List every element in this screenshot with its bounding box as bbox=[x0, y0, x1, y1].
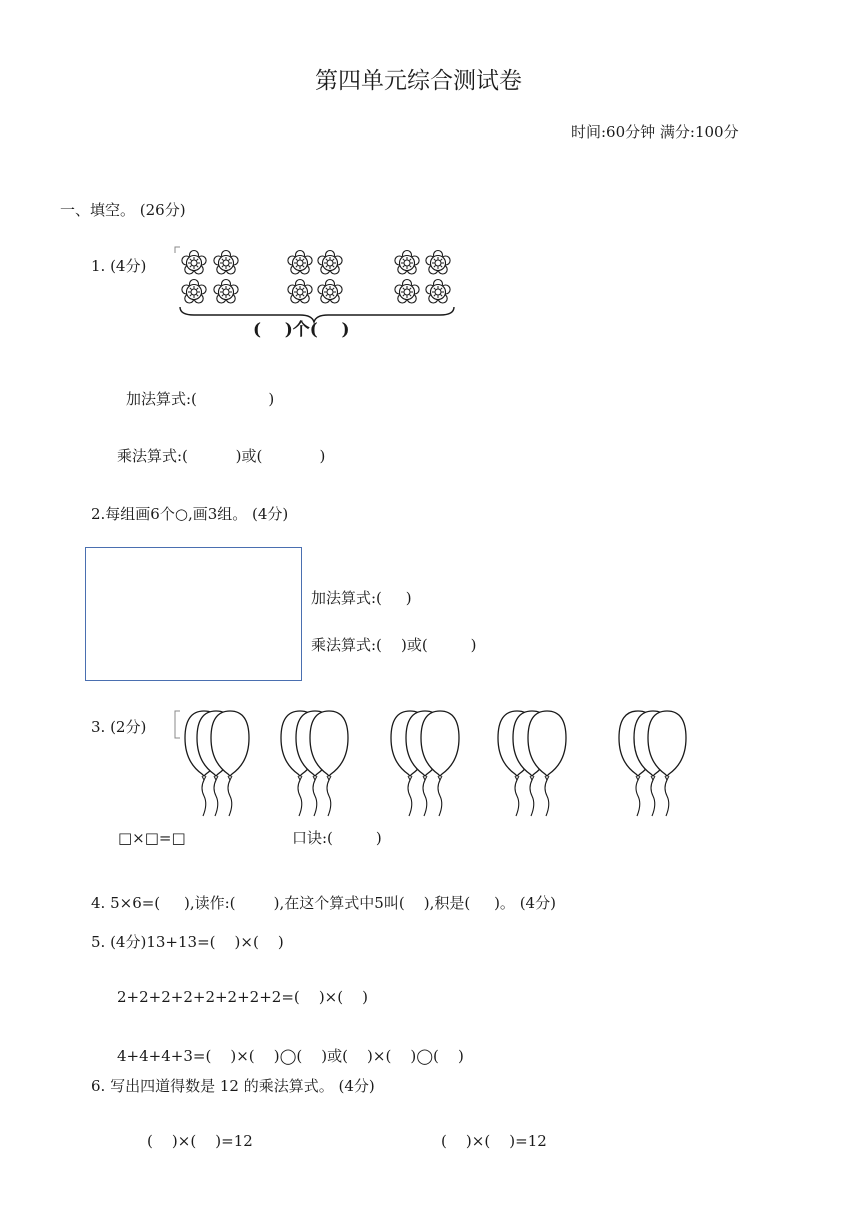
flower-icon bbox=[182, 251, 206, 275]
question-5-line-3[interactable]: 4+4+4+3=( )×( )◯( )或( )×( )◯( ) bbox=[117, 1047, 464, 1065]
balloon-group-2 bbox=[281, 711, 348, 816]
q3-rhyme-blank[interactable]: 口诀:( ) bbox=[292, 829, 382, 847]
drawing-box[interactable] bbox=[85, 547, 302, 681]
flower-group-3 bbox=[395, 251, 450, 304]
balloon-group-3 bbox=[391, 711, 459, 816]
flower-icon bbox=[426, 251, 450, 275]
flower-icon bbox=[214, 280, 238, 304]
balloon-group-5 bbox=[619, 711, 686, 816]
q3-formula-blank[interactable]: □×□=□ bbox=[118, 829, 186, 847]
flower-icon bbox=[182, 280, 206, 304]
balloon-group-4 bbox=[498, 711, 566, 816]
question-5-line-2[interactable]: 2+2+2+2+2+2+2+2=( )×( ) bbox=[117, 988, 369, 1006]
page-title: 第四单元综合测试卷 bbox=[315, 68, 522, 94]
q6-blank-right[interactable]: ( )×( )=12 bbox=[441, 1132, 547, 1150]
time-and-score-info: 时间:60分钟 满分:100分 bbox=[571, 123, 739, 141]
question-4[interactable]: 4. 5×6=( ),读作:( ),在这个算式中5叫( ),积是( )。 (4分) bbox=[91, 894, 556, 912]
balloon-group-1 bbox=[185, 711, 249, 816]
question-6-prompt: 6. 写出四道得数是 12 的乘法算式。 (4分) bbox=[91, 1077, 375, 1095]
flower-icon bbox=[288, 280, 312, 304]
balloon-groups-figure bbox=[172, 708, 712, 793]
flower-figure-caption: ( )个( ) bbox=[253, 320, 350, 340]
flower-icon bbox=[426, 280, 450, 304]
flower-group-1 bbox=[182, 251, 238, 304]
flower-icon bbox=[395, 280, 419, 304]
flower-icon bbox=[318, 251, 342, 275]
flower-icon bbox=[395, 251, 419, 275]
q1-addition-blank[interactable]: 加法算式:( ) bbox=[126, 390, 275, 408]
question-1-label: 1. (4分) bbox=[91, 257, 147, 275]
flower-icon bbox=[288, 251, 312, 275]
q1-multiplication-blank[interactable]: 乘法算式:( )或( ) bbox=[117, 447, 326, 465]
flower-group-2 bbox=[288, 251, 342, 304]
question-5-line-1[interactable]: 5. (4分)13+13=( )×( ) bbox=[91, 933, 284, 951]
q2-addition-blank[interactable]: 加法算式:( ) bbox=[311, 589, 412, 607]
question-3-label: 3. (2分) bbox=[91, 718, 147, 736]
question-2-prompt: 2.每组画6个○,画3组。 (4分) bbox=[91, 505, 289, 523]
q2-multiplication-blank[interactable]: 乘法算式:( )或( ) bbox=[311, 636, 477, 654]
flower-icon bbox=[214, 251, 238, 275]
flower-icon bbox=[318, 280, 342, 304]
q6-blank-left[interactable]: ( )×( )=12 bbox=[147, 1132, 253, 1150]
section-heading: 一、填空。 (26分) bbox=[60, 201, 186, 219]
